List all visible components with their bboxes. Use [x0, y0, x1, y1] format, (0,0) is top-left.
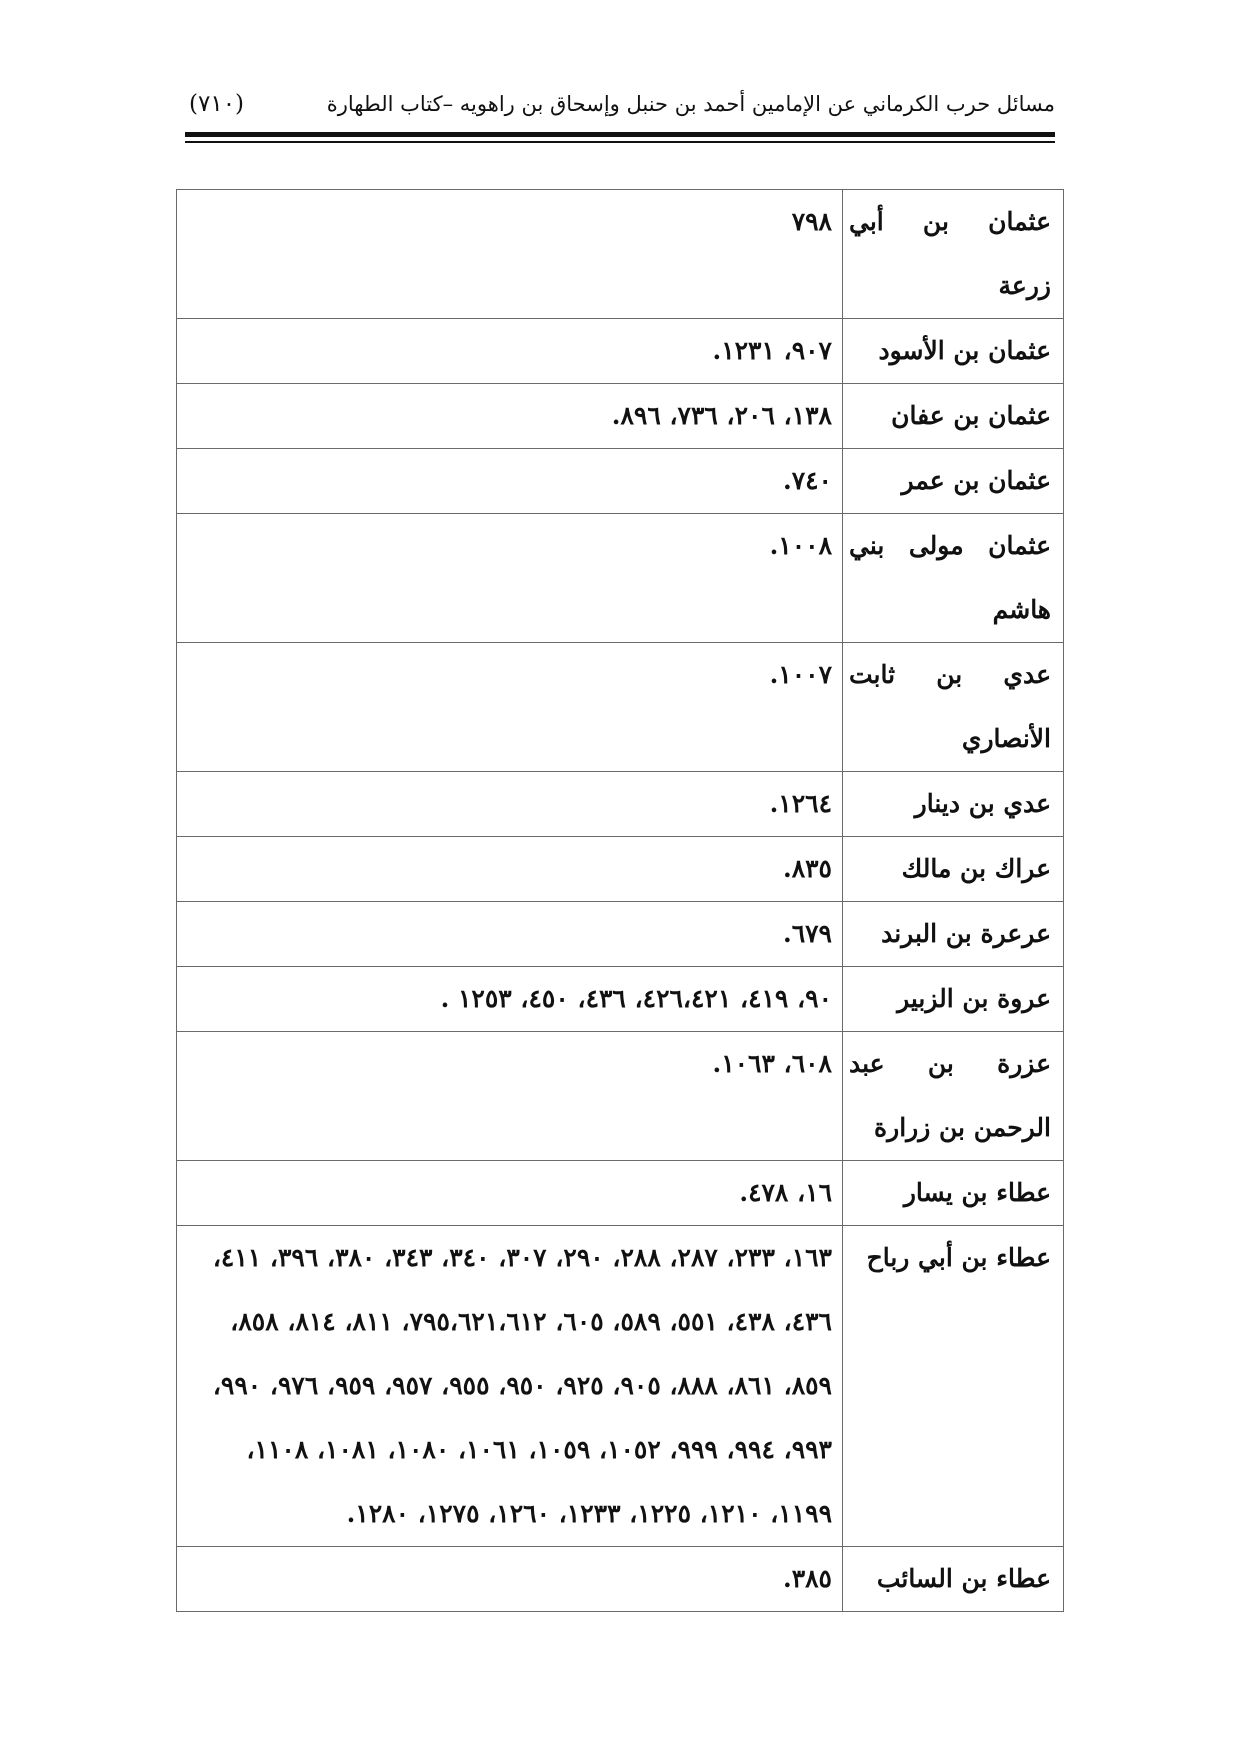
- page-references: ٧٩٨: [177, 190, 843, 319]
- narrator-name: عزرة بن عبد الرحمن بن زرارة: [843, 1032, 1064, 1161]
- table-row: [177, 643, 1064, 772]
- table-row: [177, 1032, 1064, 1161]
- narrator-name: عدي بن دينار: [843, 772, 1064, 837]
- narrator-name: عثمان بن عفان: [843, 384, 1064, 449]
- page-references: ١٠٠٨.: [177, 514, 843, 643]
- book-title: مسائل حرب الكرماني عن الإمامين أحمد بن حنبل وإسحاق بن راهويه –كتاب الطهارة: [326, 92, 1055, 116]
- narrator-name: عراك بن مالك: [843, 837, 1064, 902]
- table-row: [177, 319, 1064, 384]
- table-row: [177, 1226, 1064, 1547]
- page-references: ١٦، ٤٧٨.: [177, 1161, 843, 1226]
- header-rule-thin: [185, 141, 1055, 143]
- page-references: ٧٤٠.: [177, 449, 843, 514]
- narrator-name: عثمان بن عمر: [843, 449, 1064, 514]
- page-references: ٣٨٥.: [177, 1547, 843, 1612]
- page-references: ١٢٦٤.: [177, 772, 843, 837]
- table-row: [177, 384, 1064, 449]
- narrator-name: عدي بن ثابت الأنصاري: [843, 643, 1064, 772]
- table-row: [177, 1547, 1064, 1612]
- narrator-name: عطاء بن السائب: [843, 1547, 1064, 1612]
- page-references: ٦٠٨، ١٠٦٣.: [177, 1032, 843, 1161]
- page-references: ٩٠، ٤١٩، ٤٢٦،٤٢١، ٤٣٦، ٤٥٠، ١٢٥٣ .: [177, 967, 843, 1032]
- table-row: [177, 1161, 1064, 1226]
- narrator-name: عرعرة بن البرند: [843, 902, 1064, 967]
- narrator-name: عطاء بن أبي رباح: [843, 1226, 1064, 1547]
- page-number: (٧١٠): [189, 91, 245, 117]
- page-references: ١٠٠٧.: [177, 643, 843, 772]
- narrators-index-table: [176, 189, 1064, 1612]
- narrator-name: عثمان بن أبي زرعة: [843, 190, 1064, 319]
- narrator-name: عثمان مولى بني هاشم: [843, 514, 1064, 643]
- header-rule-thick: [185, 132, 1055, 137]
- running-header: [185, 84, 1055, 124]
- table-row: [177, 967, 1064, 1032]
- table-row: [177, 902, 1064, 967]
- page-references: ٩٠٧، ١٢٣١.: [177, 319, 843, 384]
- page-references: ٦٧٩.: [177, 902, 843, 967]
- table-row: [177, 772, 1064, 837]
- narrator-name: عروة بن الزبير: [843, 967, 1064, 1032]
- narrator-name: عطاء بن يسار: [843, 1161, 1064, 1226]
- table-row: [177, 449, 1064, 514]
- narrator-name: عثمان بن الأسود: [843, 319, 1064, 384]
- page-references: ١٣٨، ٢٠٦، ٧٣٦، ٨٩٦.: [177, 384, 843, 449]
- table-row: [177, 837, 1064, 902]
- table-row: [177, 514, 1064, 643]
- page-references: ١٦٣، ٢٣٣، ٢٨٧، ٢٨٨، ٢٩٠، ٣٠٧، ٣٤٠، ٣٤٣، ٣٨٠، ٣٩٦، ٤١١، ٤٣٦، ٤٣٨، ٥٥١، ٥٨٩، ٦٠٥، ٧٩٥،٦٢١،٦١٢، ٨١١، ٨١٤، ٨٥٨، ٨٥٩، ٨٦١، ٨٨٨، ٩٠٥، ٩٢٥، ٩٥٠، ٩٥٥، ٩٥٧، ٩٥٩، ٩٧٦، ٩٩٠، ٩٩٣، ٩٩٤، ٩٩٩، ١٠٥٢، ١٠٥٩، ١٠٦١، ١٠٨٠، ١٠٨١، ١١٠٨، ١١٩٩، ١٢١٠، ١٢٢٥، ١٢٣٣، ١٢٦٠، ١٢٧٥، ١٢٨٠.: [177, 1226, 843, 1547]
- table-row: [177, 190, 1064, 319]
- page-references: ٨٣٥.: [177, 837, 843, 902]
